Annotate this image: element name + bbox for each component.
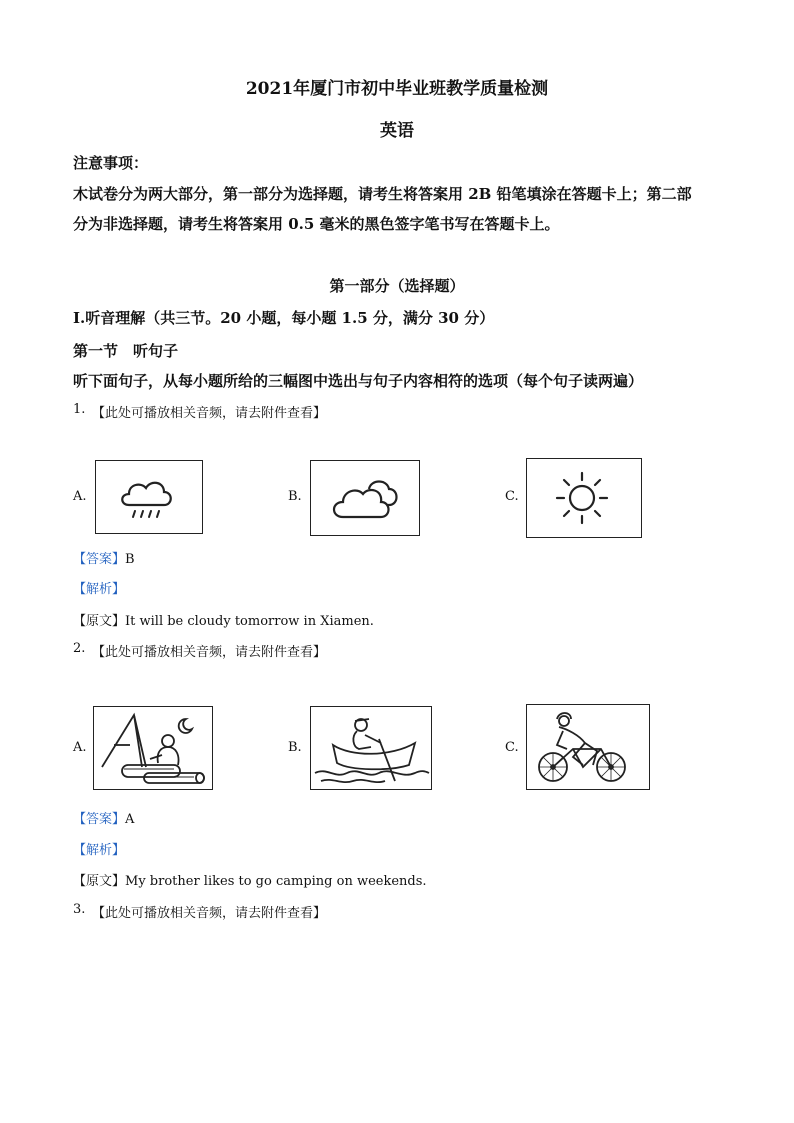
option-a-image[interactable] <box>95 460 203 534</box>
cycling-icon <box>527 705 649 789</box>
option-a-image[interactable] <box>93 706 213 790</box>
sun-icon <box>527 459 641 537</box>
original-text: It will be cloudy tomorrow in Xiamen. <box>125 614 374 629</box>
notice-line-1: 木试卷分为两大部分，第一部分为选择题，请考生将答案用 2B 铅笔填涂在答题卡上；第二部 <box>73 185 692 203</box>
camping-icon <box>94 707 212 789</box>
notice-line-2: 分为非选择题，请考生将答案用 0.5 毫米的黑色签字笔书写在答题卡上。 <box>73 215 560 233</box>
audio-prompt[interactable]: 【此处可播放相关音频，请去附件查看】 <box>92 906 327 921</box>
option-label-c: C. <box>505 489 519 504</box>
analysis-label: 【解析】 <box>73 843 126 858</box>
subject-title: 英语 <box>380 121 414 141</box>
instruction-text: 听下面句子，从每小题所给的三幅图中选出与句子内容相符的选项（每个句子读两遍） <box>73 372 644 390</box>
answer-label: 【答案】 <box>73 812 126 827</box>
page-title: 2021年厦门市初中毕业班教学质量检测 <box>245 79 549 99</box>
question-number: 3. <box>73 902 86 917</box>
answer-value: A <box>125 812 135 827</box>
original-label: 【原文】 <box>73 874 126 889</box>
analysis-label: 【解析】 <box>73 582 126 597</box>
notice-heading: 注意事项： <box>73 154 149 172</box>
option-b-image[interactable] <box>310 706 432 790</box>
answer-label: 【答案】 <box>73 552 126 567</box>
option-c-image[interactable] <box>526 704 650 790</box>
question-number: 1. <box>73 402 86 417</box>
subsection-heading: 第一节 听句子 <box>73 342 179 360</box>
boating-icon <box>311 707 431 789</box>
audio-prompt[interactable]: 【此处可播放相关音频，请去附件查看】 <box>92 645 327 660</box>
original-row <box>73 610 374 629</box>
option-c-image[interactable] <box>526 458 642 538</box>
option-label-c: C. <box>505 740 519 755</box>
option-label-b: B. <box>288 489 302 504</box>
audio-prompt[interactable]: 【此处可播放相关音频，请去附件查看】 <box>92 406 327 421</box>
answer-row <box>73 548 135 567</box>
option-label-b: B. <box>288 740 302 755</box>
section-heading: I.听音理解（共三节。20 小题，每小题 1.5 分，满分 30 分） <box>73 309 495 327</box>
option-label-a: A. <box>73 740 87 755</box>
option-b-image[interactable] <box>310 460 420 536</box>
part-heading: 第一部分（选择题） <box>329 277 465 295</box>
cloud-icon <box>311 461 419 535</box>
original-row <box>73 870 427 889</box>
answer-row <box>73 808 134 827</box>
option-label-a: A. <box>73 489 87 504</box>
original-label: 【原文】 <box>73 614 126 629</box>
original-text: My brother likes to go camping on weekends. <box>125 874 427 889</box>
rain-cloud-icon <box>96 461 202 533</box>
question-number: 2. <box>73 641 86 656</box>
answer-value: B <box>125 552 135 567</box>
